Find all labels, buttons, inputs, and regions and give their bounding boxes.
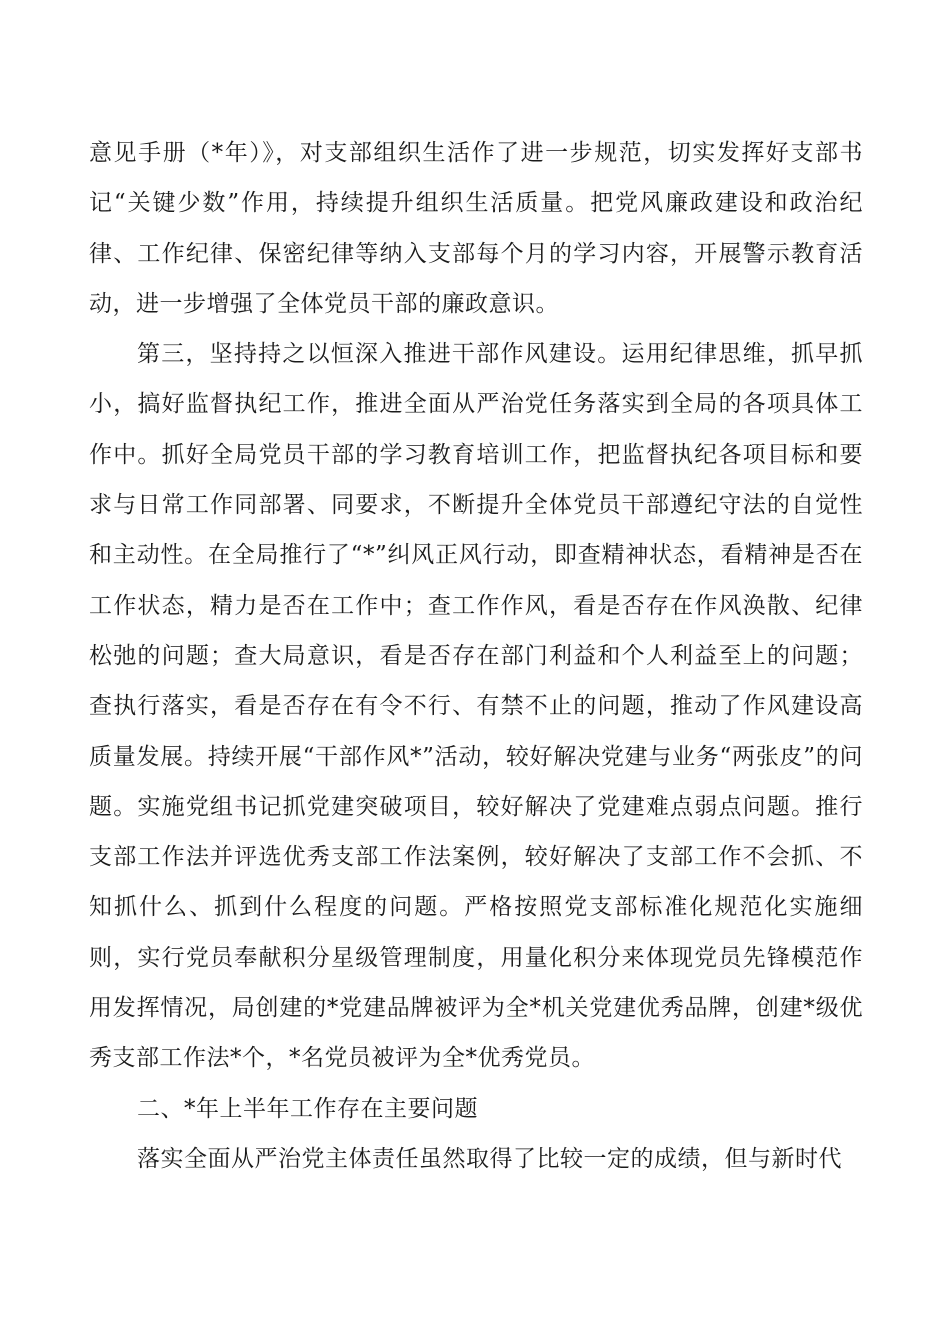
document-body: [89, 128, 863, 1184]
section-heading-problems: 二、*年上半年工作存在主要问题: [137, 1095, 478, 1122]
paragraph-problems-intro: 落实全面从严治党主体责任虽然取得了比较一定的成绩，但与新时代: [137, 1145, 842, 1172]
paragraph-continuation: 意见手册（*年）》，对支部组织生活作了进一步规范，切实发挥好支部书记“关键少数”作用，持续提升组织生活质量。把党风廉政建设和政治纪律、工作纪律、保密纪律等纳入支部每个月的学习内容，开展警示教育活动，进一步增强了全体党员干部的廉政意识。: [89, 140, 863, 317]
paragraph-third-point: 第三，坚持持之以恒深入推进干部作风建设。运用纪律思维，抓早抓小，搞好监督执纪工作，推进全面从严治党任务落实到全局的各项具体工作中。抓好全局党员干部的学习教育培训工作，把监督执纪各项目标和要求与日常工作同部署、同要求，不断提升全体党员干部遵纪守法的自觉性和主动性。在全局推行了“*”纠风正风行动，即查精神状态，看精神是否在工作状态，精力是否在工作中；查工作作风，看是否存在作风涣散、纪律松弛的问题；查大局意识，看是否存在部门利益和个人利益至上的问题；查执行落实，看是否存在有令不行、有禁不止的问题，推动了作风建设高质量发展。持续开展“干部作风*”活动，较好解决党建与业务“两张皮”的问题。实施党组书记抓党建突破项目，较好解决了党建难点弱点问题。推行支部工作法并评选优秀支部工作法案例，较好解决了支部工作不会抓、不知抓什么、抓到什么程度的问题。严格按照党支部标准化规范化实施细则，实行党员奉献积分星级管理制度，用量化积分来体现党员先锋模范作用发挥情况，局创建的*党建品牌被评为全*机关党建优秀品牌，创建*级优秀支部工作法*个，*名党员被评为全*优秀党员。: [89, 341, 863, 1072]
